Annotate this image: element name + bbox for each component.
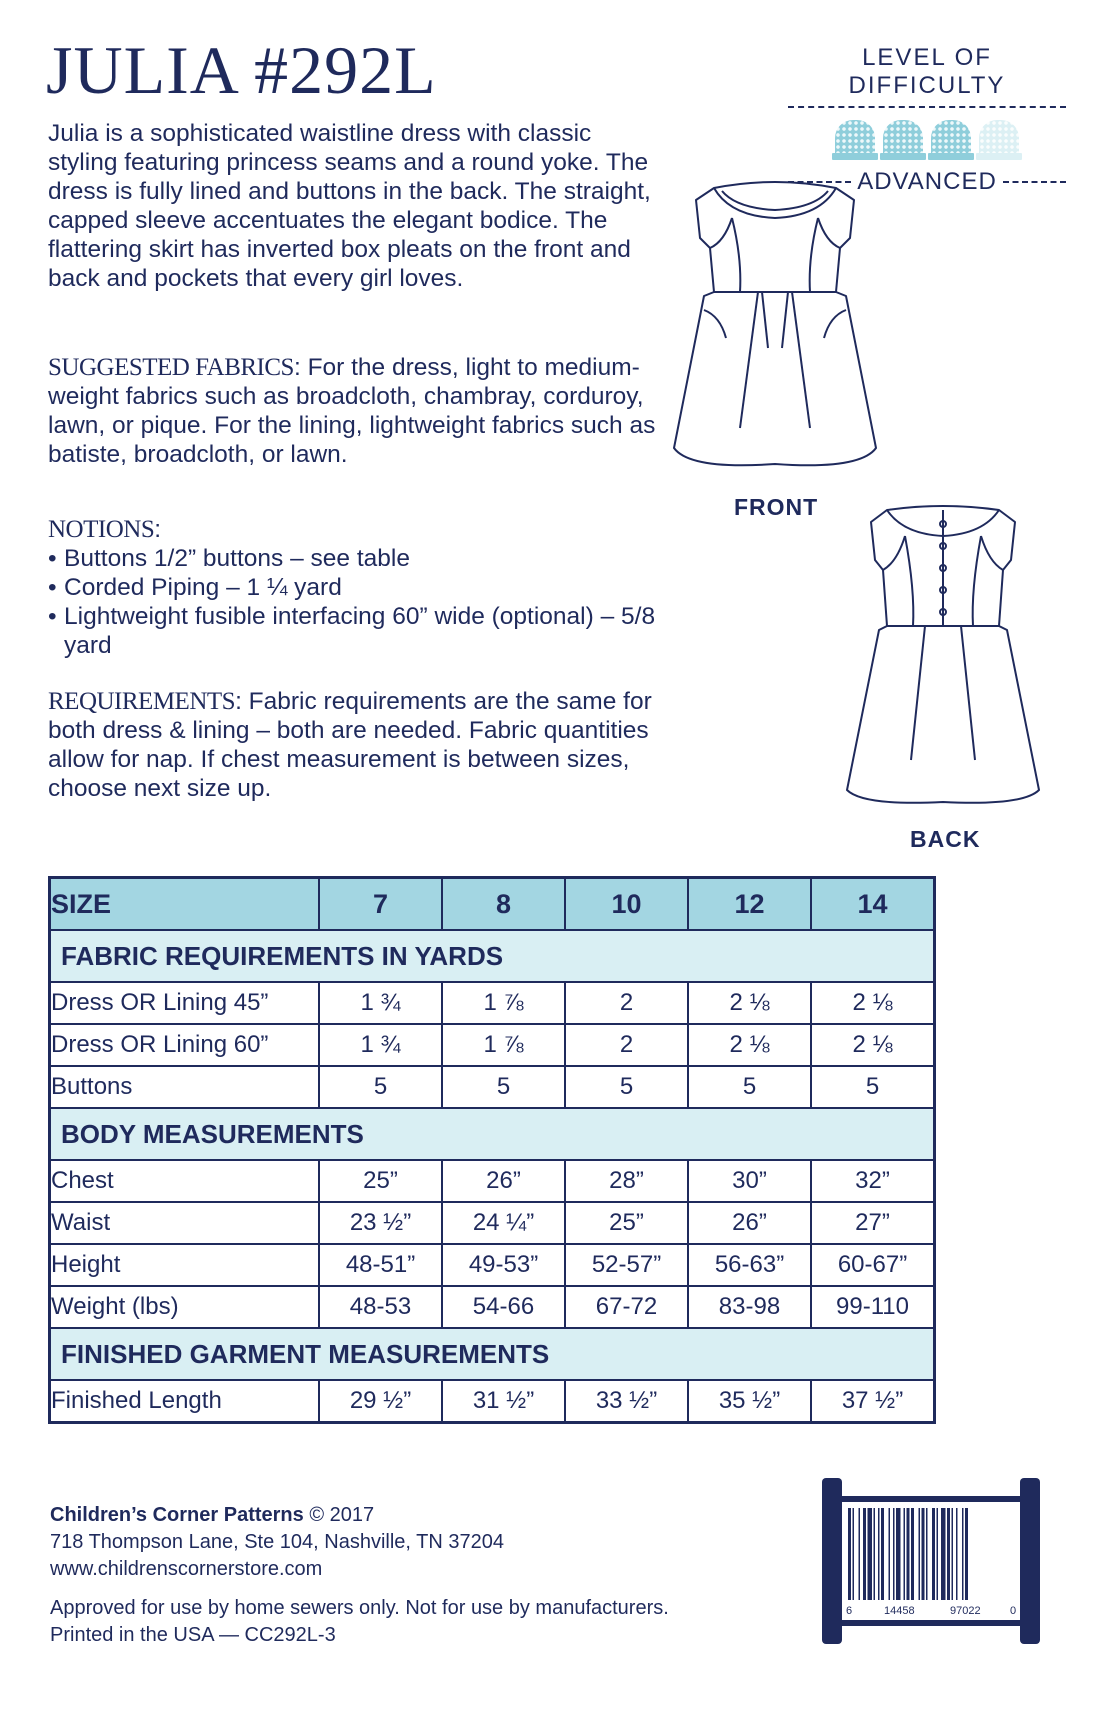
notions-colon: : — [154, 516, 162, 543]
barcode-bar — [889, 1508, 891, 1600]
section-header-row — [50, 1328, 935, 1380]
difficulty-level: ADVANCED — [857, 168, 997, 195]
table-cell: 5 — [442, 1066, 565, 1108]
table-cell: 1 ¾ — [319, 982, 442, 1024]
barcode-bar — [853, 1508, 855, 1600]
table-cell: 26” — [442, 1160, 565, 1202]
notions-section — [48, 515, 658, 660]
table-cell: 27” — [811, 1202, 935, 1244]
row-label: Chest — [50, 1160, 320, 1202]
website: www.childrenscornerstore.com — [50, 1558, 323, 1580]
barcode-bar — [956, 1508, 958, 1600]
requirements-section — [48, 687, 658, 803]
table-row — [50, 1066, 935, 1108]
barcode-bar — [922, 1508, 925, 1600]
table-row — [50, 982, 935, 1024]
difficulty-title: LEVEL OF DIFFICULTY — [788, 44, 1066, 108]
table-cell: 25” — [319, 1160, 442, 1202]
table-cell: 37 ½” — [811, 1380, 935, 1423]
barcode-bar — [907, 1508, 910, 1600]
table-cell: 99-110 — [811, 1286, 935, 1328]
table-cell: 33 ½” — [565, 1380, 688, 1423]
barcode-bar — [893, 1508, 895, 1600]
table-cell: 24 ¼” — [442, 1202, 565, 1244]
barcode-bar — [881, 1508, 884, 1600]
copyright: © 2017 — [303, 1504, 375, 1526]
table-cell: 67-72 — [565, 1286, 688, 1328]
barcode-bar — [896, 1508, 901, 1600]
table-cell: 48-51” — [319, 1244, 442, 1286]
size-header-label: SIZE — [50, 878, 320, 931]
table-cell: 48-53 — [319, 1286, 442, 1328]
barcode-bar — [965, 1508, 968, 1600]
table-cell: 25” — [565, 1202, 688, 1244]
size-chart-body — [50, 878, 935, 1423]
front-label: FRONT — [734, 494, 819, 520]
difficulty-rating — [788, 44, 1066, 196]
barcode-bar — [947, 1508, 950, 1600]
section-header-row — [50, 1108, 935, 1160]
row-label: Finished Length — [50, 1380, 320, 1423]
row-label: Dress OR Lining 45” — [50, 982, 320, 1024]
dashed-divider — [1003, 181, 1066, 183]
table-cell: 26” — [688, 1202, 811, 1244]
thimble-icon — [979, 120, 1019, 160]
barcode-bar — [926, 1508, 928, 1600]
barcode-bar — [937, 1508, 939, 1600]
front-dress-illustration — [670, 178, 880, 484]
size-column-header: 7 — [319, 878, 442, 931]
barcode-bar — [911, 1508, 914, 1600]
table-cell: 5 — [688, 1066, 811, 1108]
notions-heading-line — [48, 515, 658, 544]
barcode-bars — [848, 1508, 968, 1600]
table-cell: 2 ⅛ — [688, 982, 811, 1024]
company-line — [50, 1502, 669, 1529]
barcode-bar — [904, 1508, 906, 1600]
table-row — [50, 1380, 935, 1423]
table-cell: 28” — [565, 1160, 688, 1202]
barcode-digit: 0 — [1010, 1605, 1017, 1617]
notion-item: • Lightweight fusible interfacing 60” wide (optional) – 5/8 yard — [48, 602, 658, 660]
suggested-fabrics-section — [48, 353, 658, 469]
footer — [50, 1502, 669, 1649]
requirements-paragraph — [48, 687, 658, 803]
table-cell: 83-98 — [688, 1286, 811, 1328]
row-label: Buttons — [50, 1066, 320, 1108]
barcode-bar — [863, 1508, 866, 1600]
page-title: JULIA #292L — [46, 32, 437, 108]
section-title: FINISHED GARMENT MEASUREMENTS — [50, 1328, 935, 1380]
printed-notice: Printed in the USA — CC292L-3 — [50, 1624, 336, 1646]
table-cell: 30” — [688, 1160, 811, 1202]
section-header-row — [50, 930, 935, 982]
table-row — [50, 1024, 935, 1066]
back-dress-illustration — [843, 500, 1043, 820]
barcode-bar — [919, 1508, 921, 1600]
table-row — [50, 1286, 935, 1328]
row-label: Height — [50, 1244, 320, 1286]
table-cell: 31 ½” — [442, 1380, 565, 1423]
size-column-header: 14 — [811, 878, 935, 931]
table-cell: 32” — [811, 1160, 935, 1202]
size-column-header: 10 — [565, 878, 688, 931]
table-cell: 1 ¾ — [319, 1024, 442, 1066]
barcode-digit: 14458 — [884, 1605, 915, 1617]
suggested-fabrics-text: : For the dress, light to medium-weight fabrics such as broadcloth, chambray, corduroy, lawn, or pique. For the lining, lightweight fabrics such as batiste, broadcloth, or lawn. — [48, 354, 656, 468]
description — [48, 119, 658, 293]
company-name: Children’s Corner Patterns — [50, 1504, 304, 1526]
table-cell: 35 ½” — [688, 1380, 811, 1423]
thimble-icon — [835, 120, 875, 160]
row-label: Weight (lbs) — [50, 1286, 320, 1328]
description-text: Julia is a sophisticated waistline dress with classic styling featuring princess seams and a round yoke. The dress is fully lined and buttons in the back. The straight, capped sleeve accentuates the elegant bodice. The flattering skirt has inverted box pleats on the front and back and pockets that every girl loves. — [48, 120, 651, 292]
row-label: Dress OR Lining 60” — [50, 1024, 320, 1066]
suggested-fabrics-paragraph — [48, 353, 658, 469]
barcode-bar — [874, 1508, 876, 1600]
table-cell: 60-67” — [811, 1244, 935, 1286]
address: 718 Thompson Lane, Ste 104, Nashville, TN 37204 — [50, 1531, 505, 1553]
thimble-rating — [788, 120, 1066, 160]
barcode-digit: 6 — [846, 1605, 853, 1617]
table-cell: 2 — [565, 982, 688, 1024]
barcode-bar — [941, 1508, 946, 1600]
table-row — [50, 1244, 935, 1286]
back-label: BACK — [910, 826, 981, 852]
table-cell: 29 ½” — [319, 1380, 442, 1423]
size-column-header: 12 — [688, 878, 811, 931]
table-cell: 2 ⅛ — [811, 1024, 935, 1066]
table-cell: 1 ⅞ — [442, 982, 565, 1024]
barcode-digit: 97022 — [950, 1605, 981, 1617]
section-title: BODY MEASUREMENTS — [50, 1108, 935, 1160]
barcode-bar — [962, 1508, 964, 1600]
size-chart-table — [48, 876, 936, 1424]
table-cell: 52-57” — [565, 1244, 688, 1286]
barcode-bar — [848, 1508, 851, 1600]
requirements-heading: REQUIREMENTS — [48, 688, 236, 715]
table-row — [50, 1160, 935, 1202]
table-cell: 49-53” — [442, 1244, 565, 1286]
notions-heading: NOTIONS — [48, 516, 155, 543]
row-label: Waist — [50, 1202, 320, 1244]
size-header-row — [50, 878, 935, 931]
requirements-text: : Fabric requirements are the same for both dress & lining – both are needed. Fabric quantities allow for nap. If chest measurement is between sizes, choose next size up. — [48, 688, 652, 802]
thimble-icon — [931, 120, 971, 160]
table-cell: 23 ½” — [319, 1202, 442, 1244]
size-column-header: 8 — [442, 878, 565, 931]
table-row — [50, 1202, 935, 1244]
barcode-bar — [868, 1508, 873, 1600]
barcode — [822, 1478, 1040, 1644]
thimble-icon — [883, 120, 923, 160]
notion-item: • Buttons 1/2” buttons – see table — [48, 544, 658, 573]
table-cell: 54-66 — [442, 1286, 565, 1328]
table-cell: 5 — [811, 1066, 935, 1108]
notion-item: • Corded Piping – 1 ¼ yard — [48, 573, 658, 602]
table-cell: 1 ⅞ — [442, 1024, 565, 1066]
barcode-bar — [859, 1508, 861, 1600]
suggested-fabrics-heading: SUGGESTED FABRICS — [48, 354, 294, 381]
notions-list — [48, 544, 658, 660]
table-cell: 2 ⅛ — [688, 1024, 811, 1066]
table-cell: 56-63” — [688, 1244, 811, 1286]
table-cell: 2 — [565, 1024, 688, 1066]
table-cell: 5 — [565, 1066, 688, 1108]
barcode-bar — [952, 1508, 954, 1600]
table-cell: 5 — [319, 1066, 442, 1108]
approval-notice: Approved for use by home sewers only. Not for use by manufacturers. — [50, 1597, 669, 1619]
section-title: FABRIC REQUIREMENTS IN YARDS — [50, 930, 935, 982]
barcode-bar — [932, 1508, 935, 1600]
barcode-bar — [878, 1508, 880, 1600]
table-cell: 2 ⅛ — [811, 982, 935, 1024]
